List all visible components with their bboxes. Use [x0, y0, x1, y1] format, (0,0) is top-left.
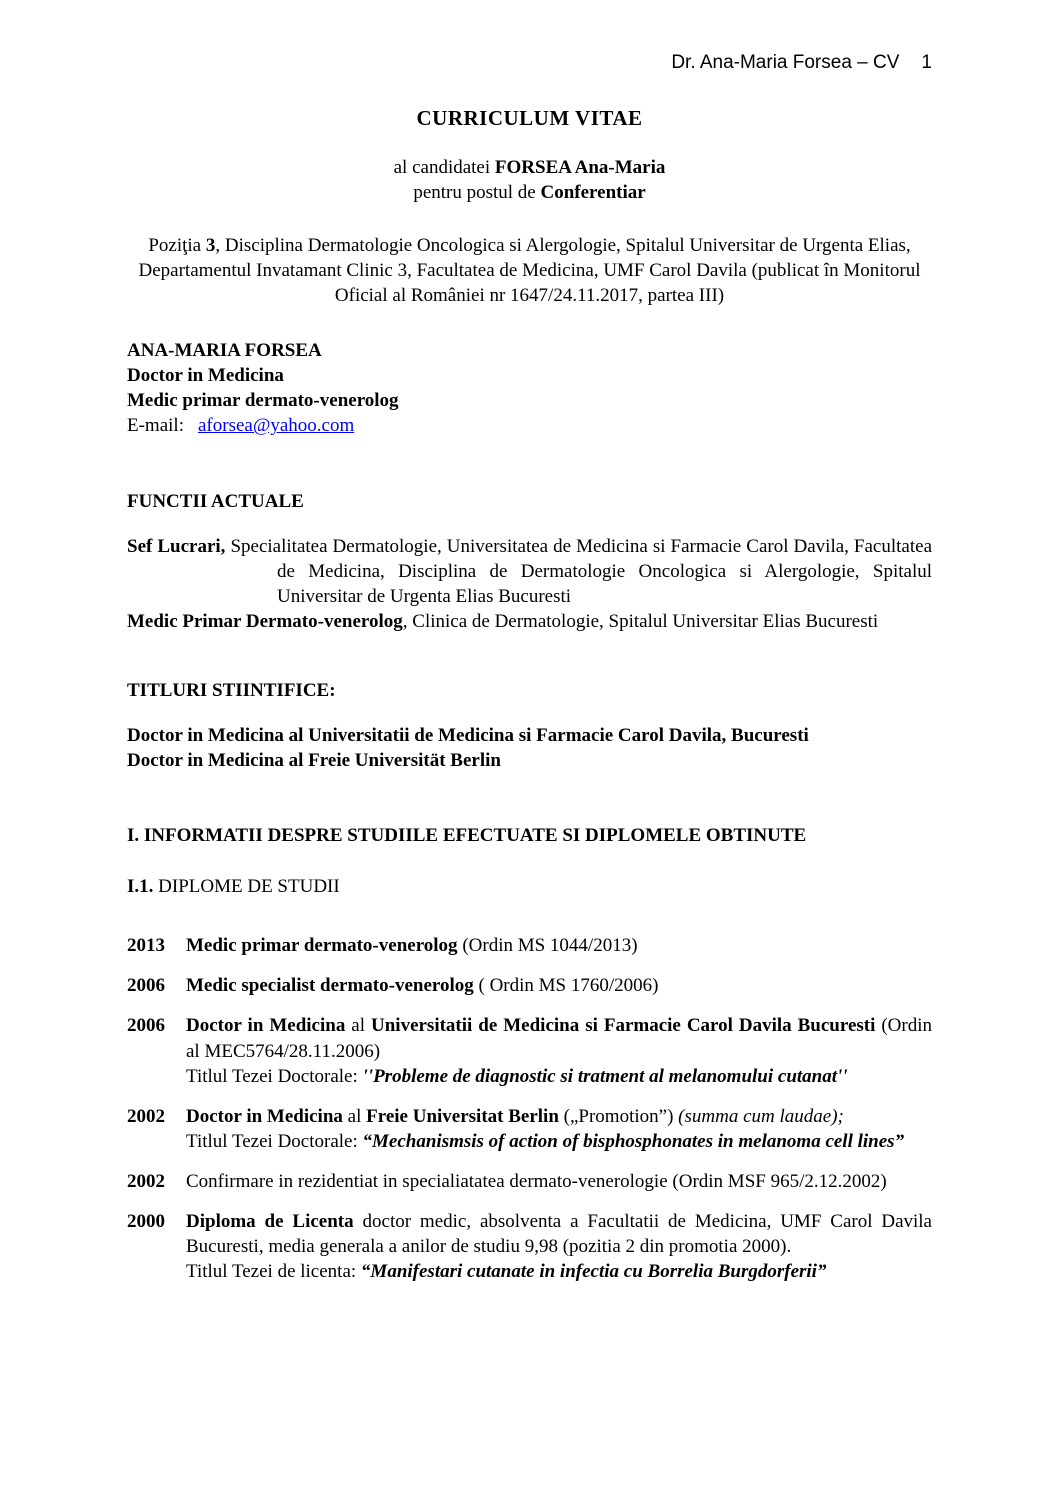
page-header: [127, 50, 932, 75]
diploma-year: 2013: [127, 935, 165, 957]
section-heading-functii: FUNCTII ACTUALE: [127, 490, 304, 512]
diploma-year: 2006: [127, 1015, 165, 1037]
email-line: [127, 413, 932, 438]
position-paragraph: Poziţia 3, Disciplina Dermatologie Oncologica si Alergologie, Spitalul Universitar de Urgenta Elias, Departamentul Invatamant Clinic 3, Facultatea de Medicina, UMF Carol Davila (publicat în Monitorul Oficial al României nr 1647/24.11.2017, partea III): [138, 234, 921, 307]
diploma-entry: [127, 973, 932, 998]
diploma-text: Medic primar dermato-venerolog (Ordin MS 1044/2013): [186, 935, 638, 957]
diploma-entry: [127, 1013, 932, 1088]
titlu-item: Doctor in Medicina al Universitatii de Medicina si Farmacie Carol Davila, Bucuresti: [127, 724, 809, 746]
subsection-heading: [127, 874, 932, 899]
diploma-text: Confirmare in rezidentiat in specialiatatea dermato-venerologie (Ordin MSF 965/2.12.2002): [186, 1170, 887, 1192]
candidate-line: al candidatei FORSEA Ana-Maria: [393, 156, 666, 178]
header-title: Dr. Ana-Maria Forsea – CV: [671, 52, 900, 73]
role-entry-sef-lucrari: Sef Lucrari, Specialitatea Dermatologie, Universitatea de Medicina si Farmacie Carol Davila, Facultatea de Medicina, Disciplina de Dermatologie Oncologica si Alergologie, Spitalul Universitar de Urgenta Elias Bucuresti: [127, 535, 933, 607]
candidate-name: ANA-MARIA FORSEA: [127, 340, 322, 362]
diploma-list: [127, 933, 932, 1284]
section-heading-titluri: TITLURI STIINTIFICE:: [127, 679, 336, 701]
page-number: 1: [921, 52, 932, 73]
candidate-block: [127, 155, 932, 205]
email-link[interactable]: aforsea@yahoo.com: [197, 415, 355, 437]
role-entry-medic-primar: Medic Primar Dermato-venerolog, Clinica de Dermatologie, Spitalul Universitar Elias Bucuresti: [127, 610, 879, 632]
titluri-list: [127, 723, 932, 773]
candidate-degree: Doctor in Medicina: [127, 365, 284, 387]
diploma-entry: [127, 933, 932, 958]
diploma-entry: [127, 1169, 932, 1194]
post-line: pentru postul de Conferentiar: [413, 181, 646, 203]
diploma-year: 2002: [127, 1170, 165, 1192]
titlu-item: Doctor in Medicina al Freie Universität Berlin: [127, 750, 501, 772]
contact-block: [127, 338, 932, 438]
document-title: CURRICULUM VITAE: [416, 106, 643, 131]
diploma-text: Doctor in Medicina al Freie Universitat Berlin („Promotion”) (summa cum laudae); Titlul Tezei Doctorale: “Mechanismsis of action of bisphosphonates in melanoma cell lines”: [186, 1105, 905, 1152]
roles-list: [127, 534, 932, 634]
section-heading-studii: I. INFORMATII DESPRE STUDIILE EFECTUATE SI DIPLOMELE OBTINUTE: [127, 825, 807, 847]
subsection-number: I.1.: [127, 876, 154, 898]
candidate-medical-title: Medic primar dermato-venerolog: [127, 390, 399, 412]
diploma-text: Diploma de Licenta doctor medic, absolventa a Facultatii de Medicina, UMF Carol Davila Bucuresti, media generala a anilor de studiu 9,98 (pozitia 2 din promotia 2000). Titlul Tezei de licenta: “Manifestari cutanate in infectia cu Borrelia Burgdorferii”: [186, 1210, 932, 1283]
diploma-year: 2000: [127, 1210, 165, 1232]
diploma-year: 2006: [127, 975, 165, 997]
email-label: E-mail:: [127, 415, 184, 437]
diploma-text: Doctor in Medicina al Universitatii de Medicina si Farmacie Carol Davila Bucuresti (Ordin al MEC5764/28.11.2006) Titlul Tezei Doctorale: ''Probleme de diagnostic si tratment al melanomului cutanat'': [186, 1015, 933, 1087]
diploma-entry: [127, 1209, 932, 1284]
diploma-year: 2002: [127, 1105, 165, 1127]
diploma-entry: [127, 1104, 932, 1154]
subsection-title: DIPLOME DE STUDII: [153, 876, 340, 898]
diploma-text: Medic specialist dermato-venerolog ( Ordin MS 1760/2006): [186, 975, 659, 997]
